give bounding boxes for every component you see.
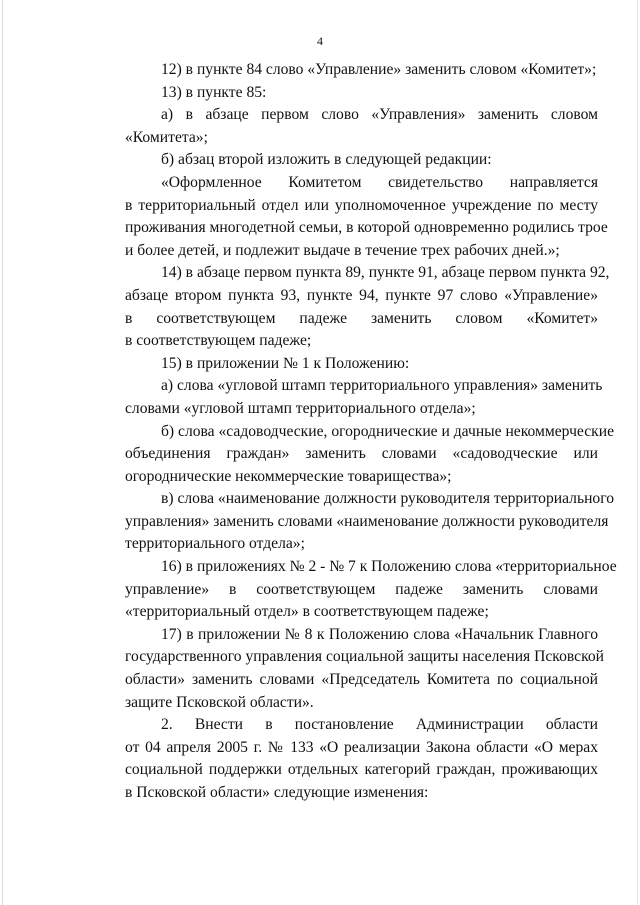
paragraph-subitem-b	[89, 149, 598, 172]
text-line: объединения граждан» заменить словами «садоводческие или	[125, 445, 598, 463]
text-line: 2. Внести в постановление Администрации области	[161, 716, 598, 734]
text-line: «Комитета»;	[125, 128, 208, 146]
text-line: в) слова «наименование должности руководителя территориального	[161, 490, 615, 508]
text-line: в территориальный отдел или уполномоченное учреждение по месту	[125, 196, 598, 214]
text-line: 16) в приложениях № 2 - № 7 к Положению слова «территориальное	[161, 558, 617, 576]
text-line: от 04 апреля 2005 г. № 133 «О реализации Закона области «О мерах	[125, 738, 598, 756]
text-line: управление» в соответствующем падеже заменить словами	[125, 580, 598, 598]
scan-edge-right	[637, 0, 638, 905]
paragraph-subitem-b	[89, 421, 614, 489]
text-line: б) слова «садоводческие, огороднические и дачные некоммерческие	[161, 422, 614, 440]
paragraph-section-2	[89, 714, 598, 804]
text-line: проживания многодетной семьи, в которой одновременно родились трое	[125, 219, 608, 237]
paragraph-item-17	[89, 624, 604, 714]
paragraph-item-16	[89, 556, 617, 624]
scan-edge-left	[2, 0, 3, 905]
text-line: в соответствующем падеже;	[125, 332, 312, 350]
document-body	[89, 59, 617, 805]
text-line: государственного управления социальной защиты населения Псковской	[125, 648, 604, 666]
text-line: а) в абзаце первом слово «Управления» заменить словом	[161, 106, 598, 124]
page-number: 4	[317, 34, 323, 48]
text-line: и более детей, и подлежит выдаче в течение трех рабочих дней.»;	[125, 241, 560, 259]
paragraph-subitem-a	[89, 104, 598, 149]
text-line: 17) в приложении № 8 к Положению слова «Начальник Главного	[161, 625, 598, 643]
paragraph-subitem-a	[89, 375, 603, 420]
paragraph-item-12	[89, 59, 598, 82]
text-line: 13) в пункте 85:	[161, 83, 267, 101]
text-line: «Оформленное Комитетом свидетельство направляется	[161, 173, 598, 191]
paragraph-subitem-v	[89, 488, 615, 556]
text-line: социальной поддержки отдельных категорий граждан, проживающих	[125, 761, 598, 779]
text-line: 12) в пункте 84 слово «Управление» заменить словом «Комитет»;	[161, 61, 597, 78]
paragraph-quoted-text	[89, 172, 608, 262]
paragraph-item-14	[89, 262, 610, 352]
text-line: территориального отдела»;	[125, 535, 305, 553]
text-line: управления» заменить словами «наименование должности руководителя	[125, 512, 609, 530]
text-line: 14) в абзаце первом пункта 89, пункте 91, абзаце первом пункта 92,	[161, 264, 610, 282]
text-line: в Псковской области» следующие изменения:	[125, 784, 429, 801]
text-line: «территориальный отдел» в соответствующем падеже;	[125, 603, 489, 621]
text-line: б) абзац второй изложить в следующей редакции:	[161, 151, 492, 169]
text-line: абзаце втором пункта 93, пункте 94, пункте 97 слово «Управление»	[125, 286, 598, 304]
text-line: защите Псковской области».	[125, 693, 314, 711]
text-line: 15) в приложении № 1 к Положению:	[161, 354, 410, 372]
text-line: в соответствующем падеже заменить словом «Комитет»	[125, 309, 598, 327]
paragraph-item-13	[89, 82, 598, 105]
text-line: области» заменить словами «Председатель Комитета по социальной	[125, 671, 598, 689]
paragraph-item-15	[89, 353, 598, 376]
text-line: а) слова «угловой штамп территориального управления» заменить	[161, 377, 603, 395]
text-line: словами «угловой штамп территориального отдела»;	[125, 399, 476, 417]
text-line: огороднические некоммерческие товарищества»;	[125, 467, 452, 485]
